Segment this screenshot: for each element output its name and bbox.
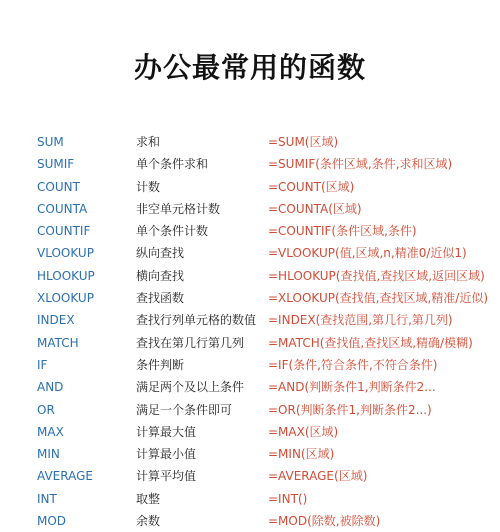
function-description: 单个条件计数	[136, 224, 209, 239]
function-row	[0, 465, 500, 487]
function-row	[0, 376, 500, 398]
function-formula: =SUMIF(条件区域,条件,求和区域)	[268, 157, 453, 172]
function-name: AVERAGE	[37, 469, 93, 484]
function-row	[0, 198, 500, 220]
function-name: COUNT	[37, 179, 80, 194]
function-description: 计算最小值	[136, 447, 197, 462]
function-name: MOD	[37, 514, 67, 529]
function-formula: =HLOOKUP(查找值,查找区域,返回区域)	[268, 268, 485, 283]
function-row	[0, 176, 500, 198]
function-row	[0, 399, 500, 421]
function-row	[0, 220, 500, 242]
function-row	[0, 332, 500, 354]
function-row	[0, 510, 500, 532]
function-name: MATCH	[37, 335, 79, 350]
function-name: OR	[37, 402, 55, 417]
function-formula: =MOD(除数,被除数)	[268, 514, 381, 529]
function-formula: =INT()	[268, 491, 308, 506]
function-name: XLOOKUP	[37, 291, 94, 306]
function-formula: =MATCH(查找值,查找区域,精确/模糊)	[268, 335, 473, 350]
function-description: 计数	[136, 179, 161, 194]
function-row	[0, 242, 500, 264]
function-formula: =OR(判断条件1,判断条件2...)	[268, 402, 432, 417]
function-name: INDEX	[37, 313, 75, 328]
function-name: INT	[37, 491, 57, 506]
function-description: 纵向查找	[136, 246, 185, 261]
function-description: 取整	[136, 491, 161, 506]
function-formula: =MAX(区域)	[268, 424, 339, 439]
function-description: 计算最大值	[136, 424, 197, 439]
function-description: 余数	[136, 514, 161, 529]
function-name: COUNTA	[37, 201, 88, 216]
function-name: MIN	[37, 447, 60, 462]
function-row	[0, 287, 500, 309]
function-description: 查找在第几行第几列	[136, 335, 245, 350]
function-formula: =MIN(区域)	[268, 447, 335, 462]
function-formula: =XLOOKUP(查找值,查找区域,精准/近似)	[268, 291, 489, 306]
function-row	[0, 421, 500, 443]
function-description: 条件判断	[136, 357, 185, 372]
function-description: 查找行列单元格的数值	[136, 313, 257, 328]
function-row	[0, 354, 500, 376]
function-description: 求和	[136, 135, 161, 149]
function-row	[0, 309, 500, 331]
function-name: MAX	[37, 424, 64, 439]
function-formula: =COUNTA(区域)	[268, 201, 362, 216]
function-name: SUM	[37, 135, 64, 149]
function-description: 满足一个条件即可	[136, 402, 233, 417]
function-description: 非空单元格计数	[136, 201, 221, 216]
function-row	[0, 488, 500, 510]
function-row	[0, 443, 500, 465]
function-formula: =AVERAGE(区域)	[268, 469, 368, 484]
function-name: AND	[37, 380, 64, 395]
function-description: 满足两个及以上条件	[136, 380, 245, 395]
function-description: 查找函数	[136, 291, 185, 306]
function-description: 横向查找	[136, 268, 185, 283]
function-description: 计算平均值	[136, 469, 197, 484]
page-title: 办公最常用的函数	[133, 51, 366, 84]
function-formula: =AND(判断条件1,判断条件2...	[268, 380, 436, 395]
function-description: 单个条件求和	[136, 157, 209, 172]
function-formula: =SUM(区域)	[268, 135, 339, 149]
function-formula: =VLOOKUP(值,区域,n,精准0/近似1)	[268, 246, 467, 261]
function-name: VLOOKUP	[37, 246, 94, 261]
function-formula: =INDEX(查找范围,第几行,第几列)	[268, 313, 453, 328]
function-formula: =COUNTIF(条件区域,条件)	[268, 224, 417, 239]
function-name: HLOOKUP	[37, 268, 95, 283]
function-row	[0, 131, 500, 153]
function-row	[0, 265, 500, 287]
function-row	[0, 153, 500, 175]
function-name: IF	[37, 357, 48, 372]
function-name: COUNTIF	[37, 224, 91, 239]
function-formula: =IF(条件,符合条件,不符合条件)	[268, 357, 438, 372]
function-formula: =COUNT(区域)	[268, 179, 355, 194]
function-list	[0, 131, 500, 532]
function-name: SUMIF	[37, 157, 75, 172]
